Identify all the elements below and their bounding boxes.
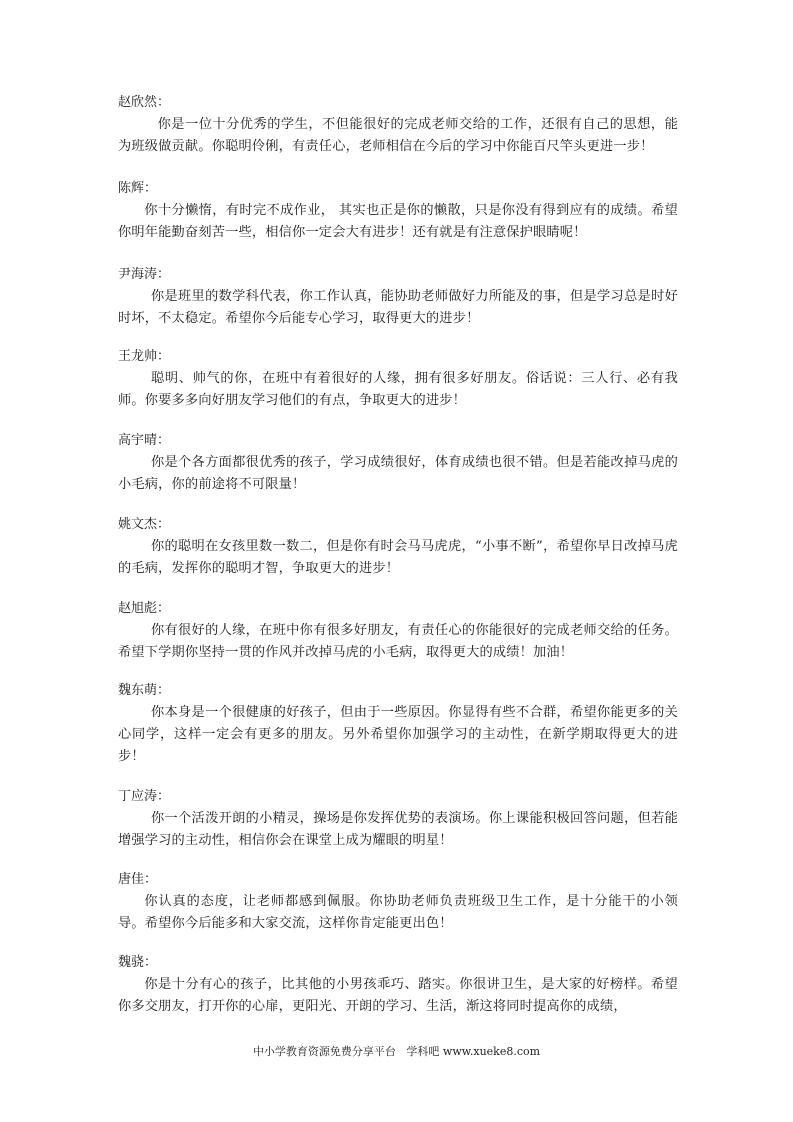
student-name: 尹海涛： — [118, 267, 171, 282]
comment-entry-9 — [118, 786, 678, 852]
teacher-comment: 你是班里的数学科代表，你工作认真，能协助老师做好力所能及的事，但是学习总是时好时坏，不太稳定。希望你今后能专心学习，取得更大的进步！ — [118, 289, 678, 326]
student-name: 唐佳： — [118, 872, 158, 887]
teacher-comment: 你本身是一个很健康的好孩子，但由于一些原因。你显得有些不合群，希望你能更多的关心同学，这样一定会有更多的朋友。另外希望你加强学习的主动性，在新学期取得更大的进步！ — [118, 705, 678, 764]
comment-entry-2 — [118, 178, 678, 244]
student-name: 王龙帅： — [118, 349, 171, 364]
student-name: 魏东萌： — [118, 683, 171, 698]
student-name: 姚文杰： — [118, 517, 171, 532]
comment-entry-8 — [118, 680, 678, 768]
comment-entry-11 — [118, 952, 678, 1018]
teacher-comment: 你一个活泼开朗的小精灵，操场是你发挥优势的表演场。你上课能积极回答问题，但若能增强学习的主动性，相信你会在课堂上成为耀眼的明星！ — [118, 811, 678, 848]
student-name: 高宇晴： — [118, 433, 171, 448]
comment-entry-5 — [118, 430, 678, 496]
student-name: 丁应涛： — [118, 789, 171, 804]
teacher-comment: 你是个各方面都很优秀的孩子，学习成绩很好，体育成绩也很不错。但是若能改掉马虎的小毛病，你的前途将不可限量！ — [118, 455, 678, 492]
teacher-comment: 聪明、帅气的你，在班中有着很好的人缘，拥有很多好朋友。俗话说：三人行、必有我师。你要多多向好朋友学习他们的有点，争取更大的进步！ — [118, 371, 678, 408]
comment-entry-1 — [118, 92, 678, 158]
comment-entry-4 — [118, 346, 678, 412]
teacher-comment: 你的聪明在女孩里数一数二，但是你有时会马马虎虎，“小事不断”，希望你早日改掉马虎的毛病，发挥你的聪明才智，争取更大的进步！ — [118, 539, 678, 576]
comment-entry-6 — [118, 514, 678, 580]
student-name: 陈辉： — [118, 181, 158, 196]
teacher-comment: 你是一位十分优秀的学生，不但能很好的完成老师交给的工作，还很有自己的思想，能为班级做贡献。你聪明伶俐，有责任心，老师相信在今后的学习中你能百尺竿头更进一步！ — [118, 117, 678, 154]
page-footer: 中小学教育资源免费分享平台 学科吧 www.xueke8.com — [252, 1045, 541, 1058]
teacher-comment: 你有很好的人缘，在班中你有很多好朋友，有责任心的你能很好的完成老师交给的任务。希望下学期你坚持一贯的作风并改掉马虎的小毛病，取得更大的成绩！加油！ — [118, 623, 678, 660]
teacher-comment: 你十分懒惰，有时完不成作业， 其实也正是你的懒散，只是你没有得到应有的成绩。希望你明年能勤奋刻苦一些，相信你一定会大有进步！还有就是有注意保护眼睛呢！ — [118, 203, 678, 240]
student-name: 赵旭彪： — [118, 601, 171, 616]
student-name: 魏骁： — [118, 955, 158, 970]
comment-entry-10 — [118, 869, 678, 935]
teacher-comment: 你是十分有心的孩子，比其他的小男孩乖巧、踏实。你很讲卫生，是大家的好榜样。希望你多交朋友，打开你的心扉，更阳光、开朗的学习、生活，渐这将同时提高你的成绩， — [118, 977, 678, 1014]
student-name: 赵欣然： — [118, 95, 171, 110]
comment-entry-7 — [118, 598, 678, 664]
teacher-comment: 你认真的态度，让老师都感到佩服。你协助老师负责班级卫生工作，是十分能干的小领导。希望你今后能多和大家交流，这样你肯定能更出色！ — [118, 894, 678, 931]
comment-entry-3 — [118, 264, 678, 330]
